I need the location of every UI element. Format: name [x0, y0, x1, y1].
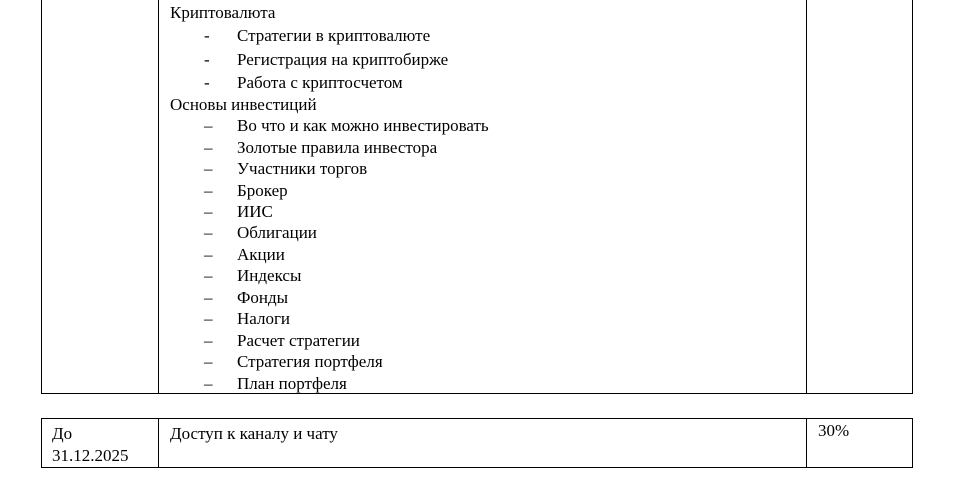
list-item: Золотые правила инвестора — [237, 138, 438, 157]
list-bullet: – — [204, 223, 213, 242]
list-bullet: – — [204, 202, 213, 221]
list-item: Брокер — [237, 181, 288, 200]
column-divider — [158, 419, 159, 467]
list-item: Работа с криптосчетом — [237, 73, 403, 92]
column-divider — [806, 419, 807, 467]
list-item: Налоги — [237, 309, 291, 328]
list-bullet: – — [204, 331, 213, 350]
access-description: Доступ к каналу и чату — [170, 424, 338, 443]
list-bullet: – — [204, 266, 213, 285]
list-item: Индексы — [237, 266, 302, 285]
date-prefix: До — [52, 424, 73, 443]
column-divider — [158, 0, 159, 393]
list-item: Участники торгов — [237, 159, 368, 178]
list-bullet: - — [204, 26, 210, 45]
date-value: 31.12.2025 — [52, 446, 129, 465]
list-bullet: - — [204, 73, 210, 92]
section-heading-crypto: Криптовалюта — [170, 3, 276, 22]
list-bullet: – — [204, 374, 213, 393]
list-bullet: – — [204, 352, 213, 371]
list-item: Во что и как можно инвестировать — [237, 116, 489, 135]
list-bullet: – — [204, 138, 213, 157]
list-item: ИИС — [237, 202, 273, 221]
list-item: Фонды — [237, 288, 289, 307]
list-bullet: – — [204, 309, 213, 328]
list-bullet: – — [204, 159, 213, 178]
list-bullet: – — [204, 245, 213, 264]
list-item: План портфеля — [237, 374, 347, 393]
section-heading-investing: Основы инвестиций — [170, 95, 317, 114]
list-bullet: – — [204, 116, 213, 135]
list-item: Расчет стратегии — [237, 331, 360, 350]
list-item: Стратегия портфеля — [237, 352, 383, 371]
list-item: Облигации — [237, 223, 317, 242]
percent-value: 30% — [818, 421, 850, 440]
list-bullet: - — [204, 50, 210, 69]
list-item: Стратегии в криптовалюте — [237, 26, 431, 45]
list-bullet: – — [204, 181, 213, 200]
list-item: Акции — [237, 245, 285, 264]
list-item: Регистрация на криптобирже — [237, 50, 449, 69]
list-bullet: – — [204, 288, 213, 307]
content-table — [41, 0, 913, 394]
column-divider — [806, 0, 807, 393]
